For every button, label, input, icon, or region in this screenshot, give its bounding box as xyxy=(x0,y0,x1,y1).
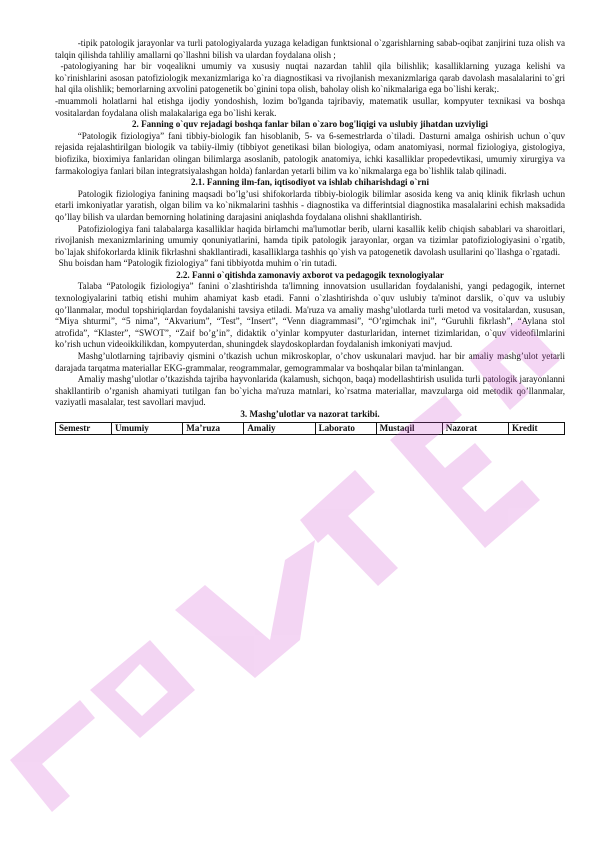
workload-table xyxy=(55,422,565,435)
section-2-1-paragraph-3: Shu boisdan ham “Patologik fiziologiya” fani tibbiyotda muhim o`rin tutadi. xyxy=(58,258,337,269)
table-header-cell: Amaliy xyxy=(244,422,315,434)
section-2-heading: 2. Fanning o`quv rejadagi boshqa fanlar bilan o`zaro bog'liqigi va uslubiy jihatdan uzviyligi xyxy=(131,119,488,130)
intro-paragraph-2: -patologiyaning har bir voqealikni umumiy va xususiy nuqtai nazardan tahlil qila bilishlik; kasalliklarning yuzaga kelishi va ko`rinishlarini asosan patofiziologik mexanizmlariga ko`ra diagnostikasi va rivojlanish mexanizmlariga qarab davolash masalalarini to`gri hal qila olishlik; bemorlarning axvolini patogenetik bo`ginini topa olish, baholay olish ko`nikmalariga ega bo`lishi kerak;. xyxy=(55,61,565,95)
section-2-2-paragraph-1: Talaba “Patologik fiziologiya” fanini o`zlashtirishda ta'limning innovatsion usullaridan foydalanishi, yangi pedagogik, internet texnologiyalarini tatbiq etishi muhim ahamiyat kasb etadi. Fanni o`zlashtirishda o`quv uslubiy ta'minot darslik, o`quv va uslubiy qo’llanmalar, modul topshiriqlardan foydalanishi tavsiya etiladi. Ma'ruza va amaliy mashg’ulotlarda turli metod va vositalardan, xususan, “Miya shturmi”, “5 nima”, “Akvarium”, “Test”, “Insert”, “Venn diagrammasi”, “O’rgimchak ini”, “Guruhli fikrlash”, “Aylana stol atrofida”, “Klaster”, “SWOT”, “Zaif bo’g’in”, didaktik o’yinlar kompyuter dasturlaridan, internet tizimlaridan, o`quv videofilmlarini ko’rish uchun videoikkilikdan, kompyuterdan, shuningdek slaydoskoplardan foydalanish imkoniyati mavjud. xyxy=(55,281,565,350)
table-header-cell: Umumiy xyxy=(111,422,182,434)
section-2-2-paragraph-3: Amaliy mashg’ulotlar o’tkazishda tajriba hayvonlarida (kalamush, sichqon, baqa) modellashtirish usulida turli patologik jarayonlanni shakllantirib o’rganish ahamiyati tutilgan fan bo`yicha ma'ruza matnlari, ko`rsatma materiallar, mavzularga oid metodik qo’llanmalar, vaziyatli masalalar, test savollari mavjud. xyxy=(55,374,565,408)
section-2-2-heading: 2.2. Fanni o`qitishda zamonaviy axborot va pedagogik texnologiyalar xyxy=(176,269,444,280)
section-2-1-paragraph-1: Patologik fiziologiya fanining maqsadi bo’lg’usi shifokorlarda tibbiy-biologik bilimlar asosida keng va aniq klinik fikrlash uchun etarli imkoniyatlar yaratish, olgan bilim va ko`nikmalarini tashhis - diagnostika va differintsial diagnostika masalalarini echish maksadida qo’llay bilish va ulardan bemorning holatining darajasini aniqlashda foydalana olishni shakllantirish. xyxy=(55,188,565,222)
section-2-paragraph-1: “Patologik fiziologiya” fani tibbiy-biologik fan hisoblanib, 5- va 6-semestrlarda o`tiladi. Dasturni amalga oshirish uchun o`quv rejasida rejalashtirilgan biologik va tabiiy-ilmiy (tibbiyot genetikasi bilan biologiya, odam anatomiyasi, normal fiziologiya, gistologiya, biofizika, bioximiya fanlaridan olingan bilimlarga asoslanib, patologik anatomiya, ichki kasalliklar propedevtikasi, umumiy xirurgiya va farmakologiya fanlari bilan integratsiyalashgan holda) fanlardan yetarli bilim va ko`nikmalarga ega bo`lishlik talab qilinadi. xyxy=(55,130,565,176)
table-header-cell: Laborato xyxy=(315,422,376,434)
table-header-cell: Mustaqil xyxy=(376,422,442,434)
table-header-row xyxy=(56,422,565,434)
section-2-2-paragraph-2: Mashg’ulotlarning tajribaviy qismini o’tkazish uchun mikroskoplar, o’chov uskunalari mavjud. har bir amaliy mashg’ulot yetarli darajada tarqatma materiallar EKG-grammalar, reogrammalar, gemogrammalar va boshqalar bilan ta'minlangan. xyxy=(55,351,565,373)
document-body xyxy=(55,38,565,435)
section-2-1-heading: 2.1. Fanning ilm-fan, iqtisodiyot va ishlab chiharishdagi o`rni xyxy=(190,177,429,188)
table-header-cell: Semestr xyxy=(56,422,112,434)
table-header-cell: Nazorat xyxy=(442,422,508,434)
table-header-cell: Kredit xyxy=(508,422,564,434)
section-2-1-paragraph-2: Patofiziologiya fani talabalarga kasalliklar haqida birlamchi ma'lumotlar berib, ularni kasallik kelib chiqish sabablari va sharoitlari, rivojlanish mexanizmlarining umumiy qonuniyatlarini, hamda tipik patologik jarayonlar, organ va tizimlar patofiziologiyasini o`rgatib, bo`lajak shifokorlarda klinik fikrlashni shakllantiradi, kasalliklarga tashhis qo`yish va patogenetik davolash usullarini qo`llashga o`rgatadi. xyxy=(55,223,565,257)
table-header-cell: Ma’ruza xyxy=(183,422,244,434)
intro-paragraph-3: -muammoli holatlarni hal etishga ijodiy yondoshish, lozim bo'lganda tajribaviy, matematik usullar, kompyuter texnikasi va boshqa vositalardan foydalana olish malakalariga ega bo`lishi kerak. xyxy=(55,95,565,118)
intro-paragraph-1: -tipik patologik jarayonlar va turli patologiyalarda yuzaga keladigan funktsional o`zgarishlarning sabab-oqibat zanjirini tuza olish va talqin qilishda tahliliy amallarni qo`llashni bilish va ulardan foydalana olish ; xyxy=(55,38,565,60)
section-3-heading: 3. Mashg’ulotlar va nazorat tarkibi. xyxy=(240,409,380,419)
